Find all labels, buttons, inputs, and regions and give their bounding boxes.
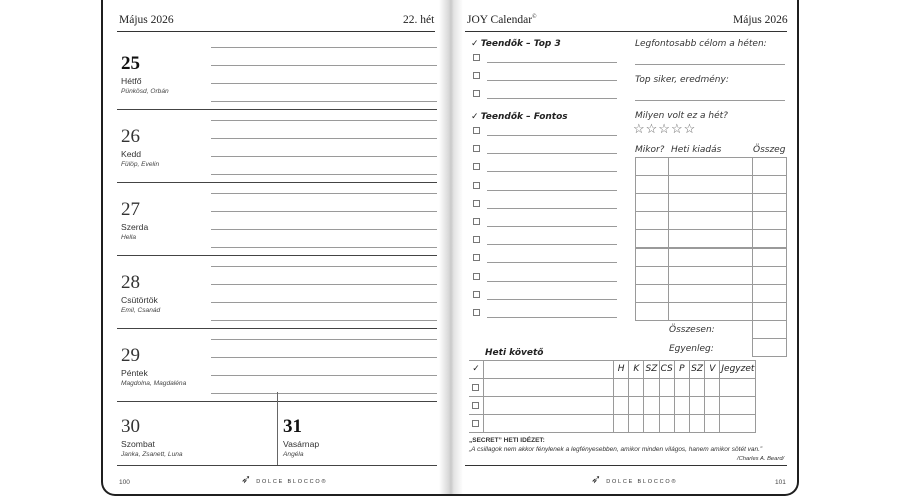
writing-line[interactable] bbox=[211, 357, 437, 358]
tracker-cell[interactable] bbox=[704, 414, 720, 433]
todo-checkbox[interactable] bbox=[473, 218, 480, 225]
writing-line[interactable] bbox=[211, 83, 437, 84]
tracker-checkbox[interactable] bbox=[472, 384, 479, 391]
expense-cell[interactable] bbox=[635, 193, 669, 212]
name-day: Emil, Csanád bbox=[121, 307, 161, 314]
day-number: 27 bbox=[121, 199, 140, 220]
todo-line[interactable] bbox=[487, 80, 617, 81]
tracker-note-header: Jegyzet bbox=[721, 364, 755, 374]
left-page bbox=[103, 0, 443, 494]
expense-cell[interactable] bbox=[752, 193, 787, 212]
tracker-cell[interactable] bbox=[719, 396, 756, 415]
tracker-header-cell bbox=[674, 360, 690, 379]
day-name: Péntek bbox=[121, 368, 148, 378]
brand-logo-icon: ➶ bbox=[591, 472, 603, 486]
name-day: Angéla bbox=[283, 451, 304, 458]
tracker-day-header: V bbox=[709, 364, 716, 374]
writing-line[interactable] bbox=[211, 120, 437, 121]
todo-checkbox[interactable] bbox=[473, 163, 480, 170]
tracker-header-cell bbox=[689, 360, 705, 379]
todo-checkbox[interactable] bbox=[473, 254, 480, 261]
day-name: Szerda bbox=[121, 222, 149, 232]
todo-checkbox[interactable] bbox=[473, 145, 480, 152]
tracker-cell[interactable] bbox=[674, 414, 690, 433]
writing-line[interactable] bbox=[211, 174, 437, 175]
brand-right bbox=[591, 472, 677, 486]
tracker-header-cell bbox=[704, 360, 720, 379]
expense-cell[interactable] bbox=[752, 266, 787, 285]
todo-line[interactable] bbox=[487, 299, 617, 300]
tracker-cell[interactable] bbox=[469, 414, 484, 433]
expense-cell[interactable] bbox=[635, 229, 669, 248]
weekend-divider bbox=[277, 392, 278, 466]
todo-checkbox[interactable] bbox=[473, 236, 480, 243]
expense-cell[interactable] bbox=[752, 157, 787, 176]
tracker-cell[interactable] bbox=[719, 414, 756, 433]
writing-line[interactable] bbox=[211, 193, 437, 194]
right-page bbox=[461, 0, 797, 494]
tracker-day-header: SZ bbox=[645, 364, 658, 374]
tracker-cell[interactable] bbox=[689, 396, 705, 415]
tracker-cell[interactable] bbox=[643, 396, 659, 415]
tracker-header-cell bbox=[613, 360, 629, 379]
tracker-cell[interactable] bbox=[469, 378, 484, 397]
tracker-cell[interactable] bbox=[643, 378, 659, 397]
quote-author: /Charles A. Beard/ bbox=[737, 456, 785, 462]
expense-cell[interactable] bbox=[635, 211, 669, 230]
writing-line[interactable] bbox=[211, 211, 437, 212]
day-number: 26 bbox=[121, 126, 140, 147]
todo-line[interactable] bbox=[487, 262, 617, 263]
check-icon: ✓ bbox=[471, 111, 479, 121]
day-separator bbox=[117, 109, 437, 110]
month-label-left: Május 2026 bbox=[119, 14, 174, 26]
expense-cell[interactable] bbox=[668, 229, 753, 248]
writing-line[interactable] bbox=[211, 393, 437, 394]
expense-cell[interactable] bbox=[752, 284, 787, 303]
tracker-cell[interactable] bbox=[704, 396, 720, 415]
goal-label: Legfontosabb célom a héten: bbox=[635, 39, 767, 49]
header-rule-right bbox=[465, 31, 787, 32]
day-separator bbox=[117, 182, 437, 183]
expense-cell[interactable] bbox=[752, 175, 787, 194]
writing-line[interactable] bbox=[211, 101, 437, 102]
expense-cell[interactable] bbox=[668, 266, 753, 285]
month-label-right: Május 2026 bbox=[733, 14, 788, 26]
page-number-left: 100 bbox=[119, 479, 130, 486]
expense-cell[interactable] bbox=[668, 175, 753, 194]
tracker-header-cell bbox=[643, 360, 659, 379]
day-number: 29 bbox=[121, 345, 140, 366]
brand-left bbox=[241, 472, 327, 486]
day-name: Szombat bbox=[121, 439, 155, 449]
book-gutter bbox=[439, 0, 463, 494]
day-name: Hétfő bbox=[121, 76, 142, 86]
todo-line[interactable] bbox=[487, 190, 617, 191]
todo-line[interactable] bbox=[487, 171, 617, 172]
tracker-header-cell bbox=[483, 360, 614, 379]
expense-cell[interactable] bbox=[668, 248, 753, 267]
tracker-checkbox[interactable] bbox=[472, 402, 479, 409]
tracker-label: Heti követő bbox=[485, 348, 544, 358]
day-number: 30 bbox=[121, 416, 140, 437]
expense-cell[interactable] bbox=[668, 211, 753, 230]
tracker-day-header: H bbox=[617, 364, 625, 374]
todo-line[interactable] bbox=[487, 317, 617, 318]
expense-cell[interactable] bbox=[668, 284, 753, 303]
day-number: 28 bbox=[121, 272, 140, 293]
writing-line[interactable] bbox=[211, 284, 437, 285]
todo-line[interactable] bbox=[487, 226, 617, 227]
tracker-day-header: K bbox=[633, 364, 640, 374]
tracker-cell[interactable] bbox=[704, 378, 720, 397]
tracker-check-icon: ✓ bbox=[472, 364, 480, 374]
expense-item-header: Heti kiadás bbox=[671, 145, 722, 155]
name-day: Magdolna, Magdaléna bbox=[121, 380, 187, 387]
expense-cell[interactable] bbox=[635, 248, 669, 267]
top3-label: Teendők – Top 3 bbox=[480, 39, 561, 49]
important-heading bbox=[471, 111, 568, 122]
name-day: Janka, Zsanett, Luna bbox=[121, 451, 183, 458]
expense-cell[interactable] bbox=[752, 338, 787, 357]
tracker-cell[interactable] bbox=[483, 378, 614, 397]
expense-cell[interactable] bbox=[752, 211, 787, 230]
expense-cell[interactable] bbox=[668, 157, 753, 176]
tracker-cell[interactable] bbox=[469, 396, 484, 415]
tracker-day-header: CS bbox=[660, 364, 673, 374]
todo-line[interactable] bbox=[487, 244, 617, 245]
quote-text: „A csillagok nem akkor fénylenek a legfényesebben, amikor minden világos, hanem amikor sötét van.” bbox=[469, 446, 763, 453]
writing-line[interactable] bbox=[211, 229, 437, 230]
calendar-title bbox=[467, 14, 537, 26]
todo-line[interactable] bbox=[487, 62, 617, 63]
footer-rule-left bbox=[117, 465, 437, 466]
tracker-cell[interactable] bbox=[613, 396, 629, 415]
todo-checkbox[interactable] bbox=[473, 72, 480, 79]
todo-checkbox[interactable] bbox=[473, 54, 480, 61]
expense-cell[interactable] bbox=[752, 229, 787, 248]
tracker-cell[interactable] bbox=[674, 396, 690, 415]
writing-line[interactable] bbox=[211, 47, 437, 48]
tracker-heading bbox=[485, 347, 543, 358]
todo-line[interactable] bbox=[487, 208, 617, 209]
tracker-header-cell bbox=[659, 360, 675, 379]
brand-logo-icon: ➶ bbox=[241, 472, 253, 486]
todo-checkbox[interactable] bbox=[473, 273, 480, 280]
goal-line[interactable] bbox=[635, 64, 785, 65]
expense-cell[interactable] bbox=[752, 248, 787, 267]
tracker-cell[interactable] bbox=[483, 414, 614, 433]
important-label: Teendők – Fontos bbox=[480, 112, 568, 122]
todo-line[interactable] bbox=[487, 98, 617, 99]
todo-checkbox[interactable] bbox=[473, 127, 480, 134]
tracker-cell[interactable] bbox=[659, 414, 675, 433]
tracker-day-header: P bbox=[679, 364, 685, 374]
expense-when-header: Mikor? bbox=[635, 145, 665, 155]
writing-line[interactable] bbox=[211, 247, 437, 248]
day-separator bbox=[117, 255, 437, 256]
quote-title: „SECRET” HETI IDÉZET: bbox=[469, 437, 545, 444]
tracker-cell[interactable] bbox=[643, 414, 659, 433]
success-line[interactable] bbox=[635, 100, 785, 101]
todo-checkbox[interactable] bbox=[473, 90, 480, 97]
day-name: Csütörtök bbox=[121, 295, 158, 305]
tracker-cell[interactable] bbox=[628, 414, 644, 433]
writing-line[interactable] bbox=[211, 65, 437, 66]
writing-line[interactable] bbox=[211, 266, 437, 267]
tracker-cell[interactable] bbox=[628, 378, 644, 397]
expense-cell[interactable] bbox=[635, 157, 669, 176]
tracker-cell[interactable] bbox=[628, 396, 644, 415]
expense-cell[interactable] bbox=[635, 284, 669, 303]
calendar-title-mark: © bbox=[532, 14, 537, 21]
tracker-cell[interactable] bbox=[689, 414, 705, 433]
day-number: 31 bbox=[283, 416, 302, 437]
tracker-day-header: SZ bbox=[691, 364, 704, 374]
expense-cell[interactable] bbox=[752, 320, 787, 339]
day-separator bbox=[117, 328, 437, 329]
day-name: Vasárnap bbox=[283, 439, 320, 449]
name-day: Hella bbox=[121, 234, 137, 241]
day-name: Kedd bbox=[121, 149, 142, 159]
todo-checkbox[interactable] bbox=[473, 309, 480, 316]
tracker-cell[interactable] bbox=[613, 378, 629, 397]
calendar-title-text: JOY Calendar bbox=[467, 14, 533, 26]
name-day: Fülöp, Evelin bbox=[121, 161, 160, 168]
writing-line[interactable] bbox=[211, 375, 437, 376]
star-rating[interactable]: ☆☆☆☆☆ bbox=[633, 121, 697, 136]
todo-checkbox[interactable] bbox=[473, 200, 480, 207]
expense-cell[interactable] bbox=[635, 266, 669, 285]
success-label: Top siker, eredmény: bbox=[635, 75, 729, 85]
writing-line[interactable] bbox=[211, 156, 437, 157]
tracker-cell[interactable] bbox=[483, 396, 614, 415]
expense-cell[interactable] bbox=[635, 175, 669, 194]
expense-amount-header: Összeg bbox=[753, 145, 786, 155]
writing-line[interactable] bbox=[211, 138, 437, 139]
writing-line[interactable] bbox=[211, 339, 437, 340]
todo-line[interactable] bbox=[487, 281, 617, 282]
tracker-cell[interactable] bbox=[719, 378, 756, 397]
todo-line[interactable] bbox=[487, 153, 617, 154]
total-label: Összesen: bbox=[669, 325, 715, 335]
writing-line[interactable] bbox=[211, 302, 437, 303]
brand-label-right: DOLCE BLOCCO® bbox=[606, 479, 678, 485]
brand-label-left: DOLCE BLOCCO® bbox=[256, 479, 328, 485]
expense-cell[interactable] bbox=[752, 302, 787, 321]
todo-checkbox[interactable] bbox=[473, 182, 480, 189]
expense-cell[interactable] bbox=[635, 302, 669, 321]
name-day: Pünkösd, Orbán bbox=[121, 88, 169, 95]
tracker-checkbox[interactable] bbox=[472, 420, 479, 427]
tracker-cell[interactable] bbox=[613, 414, 629, 433]
top3-heading bbox=[471, 38, 561, 49]
week-label: 22. hét bbox=[403, 14, 435, 26]
tracker-header-cell bbox=[719, 360, 756, 379]
writing-line[interactable] bbox=[211, 320, 437, 321]
tracker-cell[interactable] bbox=[659, 378, 675, 397]
balance-label: Egyenleg: bbox=[669, 344, 714, 354]
tracker-header-cell bbox=[628, 360, 644, 379]
tracker-header-cell bbox=[469, 360, 484, 379]
tracker-cell[interactable] bbox=[674, 378, 690, 397]
expense-cell[interactable] bbox=[668, 302, 753, 321]
tracker-cell[interactable] bbox=[689, 378, 705, 397]
todo-line[interactable] bbox=[487, 135, 617, 136]
footer-rule-right bbox=[465, 465, 787, 466]
page-number-right: 101 bbox=[775, 479, 786, 486]
expense-cell[interactable] bbox=[668, 193, 753, 212]
todo-checkbox[interactable] bbox=[473, 291, 480, 298]
check-icon: ✓ bbox=[471, 38, 479, 48]
header-rule-left bbox=[117, 31, 435, 32]
rating-label: Milyen volt ez a hét? bbox=[635, 111, 728, 121]
planner-spread bbox=[101, 0, 799, 496]
day-number: 25 bbox=[121, 53, 140, 74]
tracker-cell[interactable] bbox=[659, 396, 675, 415]
